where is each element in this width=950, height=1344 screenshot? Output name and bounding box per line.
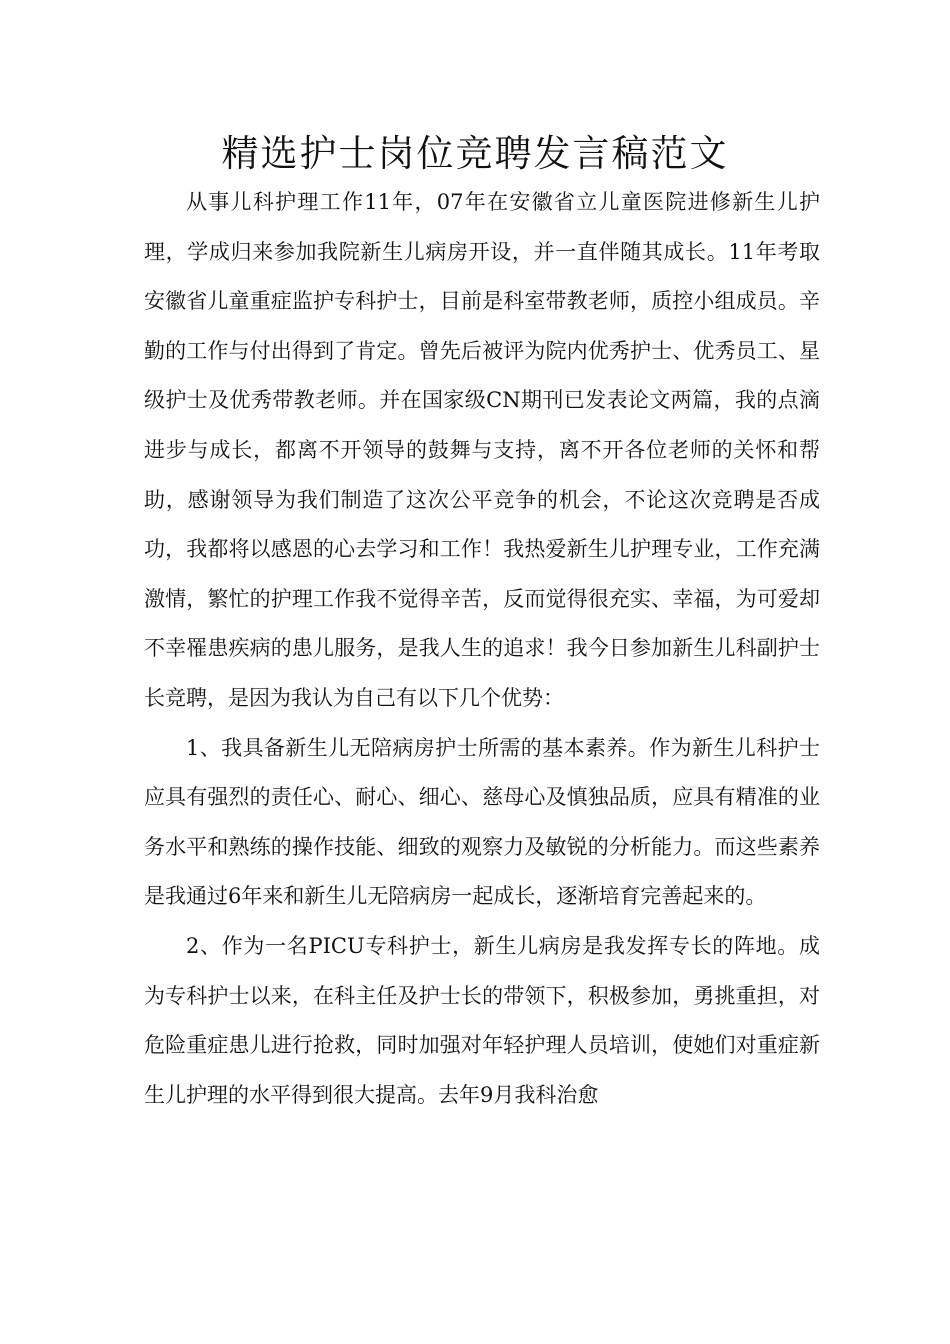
paragraph-intro: 从事儿科护理工作11年，07年在安徽省立儿童医院进修新生儿护理，学成归来参加我院新生儿病房开设，并一直伴随其成长。11年考取安徽省儿童重症监护专科护士，目前是科室带教老师，质控小组成员。辛勤的工作与付出得到了肯定。曾先后被评为院内优秀护士、优秀员工、星级护士及优秀带教老师。并在国家级CN期刊已发表论文两篇，我的点滴进步与成长，都离不开领导的鼓舞与支持，离不开各位老师的关怀和帮助，感谢领导为我们制造了这次公平竞争的机会，不论这次竞聘是否成功，我都将以感恩的心去学习和工作！我热爱新生儿护理专业，工作充满激情，繁忙的护理工作我不觉得辛苦，反而觉得很充实、幸福，为可爱却不幸罹患疾病的患儿服务，是我人生的追求！我今日参加新生儿科副护士长竞聘，是因为我认为自己有以下几个优势： bbox=[144, 190, 820, 710]
paragraph-point-1: 1、我具备新生儿无陪病房护士所需的基本素养。作为新生儿科护士应具有强烈的责任心、耐心、细心、慈母心及慎独品质，应具有精准的业务水平和熟练的操作技能、细致的观察力及敏锐的分析能力。而这些素养是我通过6年来和新生儿无陪病房一起成长，逐渐培育完善起来的。 bbox=[144, 735, 820, 909]
paragraph-point-2: 2、作为一名PICU专科护士，新生儿病房是我发挥专长的阵地。成为专科护士以来，在科主任及护士长的带领下，积极参加，勇挑重担，对危险重症患儿进行抢救，同时加强对年轻护理人员培训，使她们对重症新生儿护理的水平得到很大提高。去年9月我科治愈 bbox=[144, 933, 820, 1107]
document-title: 精选护士岗位竞聘发言稿范文 bbox=[221, 132, 729, 175]
document-body bbox=[144, 178, 820, 1120]
